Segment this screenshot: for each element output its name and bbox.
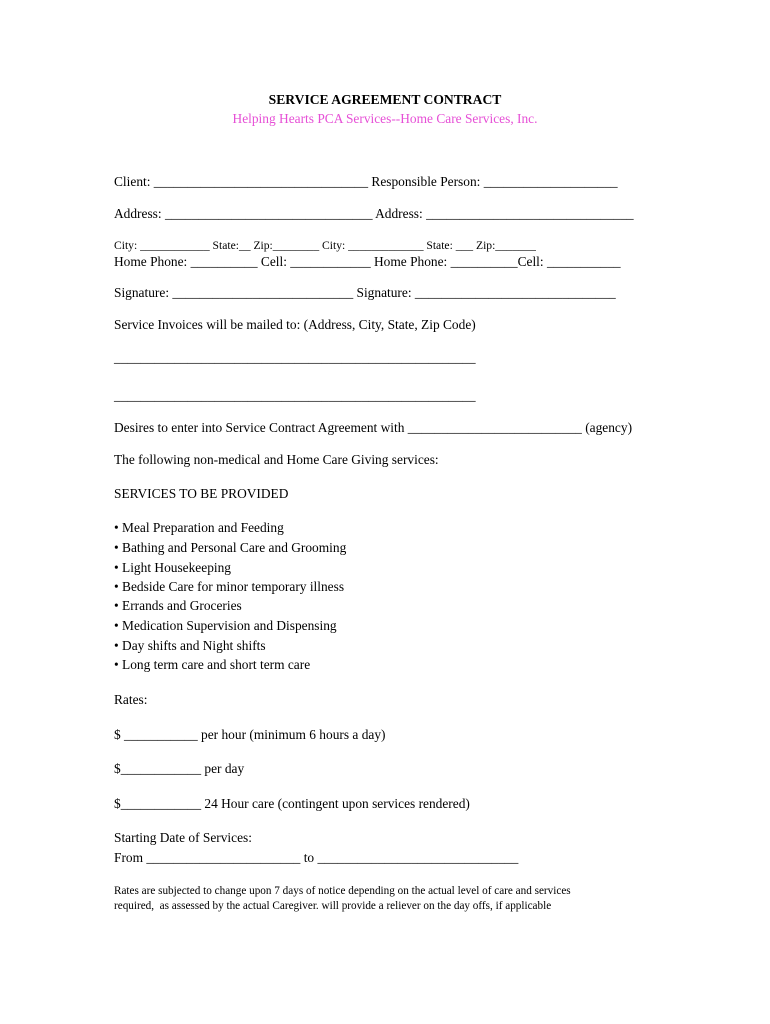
rate-per-day-line: $____________ per day: [114, 761, 245, 776]
client-responsible-line: Client: ________________________________ Responsible Person: ____________________: [114, 174, 618, 189]
start-date-range: From _______________________ to ______________________________: [114, 850, 519, 865]
document-title: SERVICE AGREEMENT CONTRACT: [268, 92, 502, 107]
services-heading: SERVICES TO BE PROVIDED: [114, 486, 289, 501]
service-list-item: • Meal Preparation and Feeding: [114, 520, 284, 535]
company-subtitle: Helping Hearts PCA Services--Home Care Services, Inc.: [232, 111, 538, 126]
invoice-address-label: Service Invoices will be mailed to: (Address, City, State, Zip Code): [114, 317, 476, 332]
rate-per-hour-line: $ ___________ per hour (minimum 6 hours a day): [114, 727, 386, 742]
city-state-zip-line: City: ____________ State:__ Zip:________ City: _____________ State: ___ Zip:_______: [114, 239, 536, 252]
phone-line: Home Phone: __________ Cell: ____________ Home Phone: __________Cell: ___________: [114, 254, 621, 269]
service-list-item: • Day shifts and Night shifts: [114, 638, 266, 653]
service-list-item: • Long term care and short term care: [114, 657, 311, 672]
invoice-address-blank-1: ______________________________________________________: [114, 350, 476, 365]
service-list-item: • Medication Supervision and Dispensing: [114, 618, 337, 633]
signature-line: Signature: ___________________________ Signature: ______________________________: [114, 285, 616, 300]
service-list-item: • Errands and Groceries: [114, 598, 242, 613]
agency-agreement-line: Desires to enter into Service Contract Agreement with __________________________ (agency): [114, 420, 633, 435]
rates-label: Rates:: [114, 692, 148, 707]
services-intro-line: The following non-medical and Home Care Giving services:: [114, 452, 439, 467]
rates-note-line-1: Rates are subjected to change upon 7 days of notice depending on the actual level of care and services: [114, 885, 571, 897]
rates-note-line-2: required, as assessed by the actual Caregiver. will provide a reliever on the day offs, if applicable: [114, 900, 552, 912]
service-list-item: • Bedside Care for minor temporary illness: [114, 579, 345, 594]
address-line: Address: _______________________________ Address: _______________________________: [114, 206, 634, 221]
invoice-address-blank-2: ______________________________________________________: [114, 388, 476, 403]
service-list-item: • Bathing and Personal Care and Grooming: [114, 540, 347, 555]
service-list-item: • Light Housekeeping: [114, 560, 231, 575]
rate-24-hour-line: $____________ 24 Hour care (contingent upon services rendered): [114, 796, 470, 811]
start-date-label: Starting Date of Services:: [114, 830, 252, 845]
